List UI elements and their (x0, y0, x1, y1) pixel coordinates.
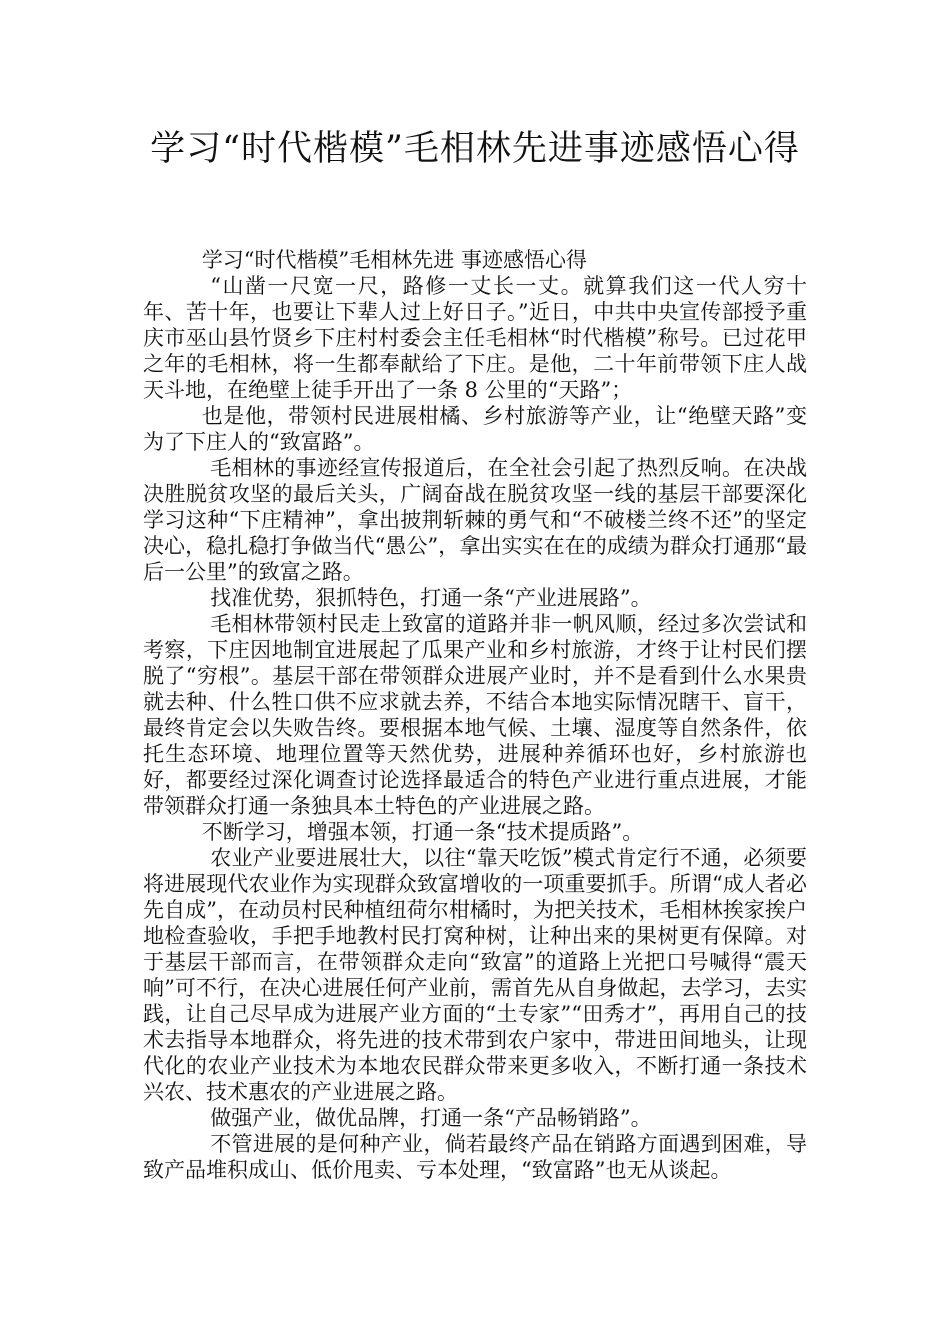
section-heading: 不断学习，增强本领，打通一条“技术提质路”。 (201, 820, 644, 844)
paragraph: “山凿一尺宽一尺，路修一丈长一丈。就算我们这一代人穷十年、苦十年，也要让下辈人过上好日子。”近日，中共中央宣传部授予重庆市巫山县竹贤乡下庄村村委会主任毛相林“时代楷模”称号。已过花甲之年的毛相林，将一生都奉献给了下庄。是他，二十年前带领下庄人战天斗地，在绝壁上徒手开出了一条 8 公里的“天路”； (143, 274, 807, 402)
paragraph: 毛相林的事迹经宣传报道后，在全社会引起了热烈反响。在决战决胜脱贫攻坚的最后关头，广阔奋战在脱贫攻坚一线的基层干部要深化学习这种“下庄精神”，拿出披荆斩棘的勇气和“不破楼兰终不还”的坚定决心，稳扎稳打争做当代“愚公”，拿出实实在在的成绩为群众打通那“最后一公里”的致富之路。 (143, 456, 807, 584)
section-heading: 做强产业，做优品牌，打通一条“产品畅销路”。 (210, 1106, 652, 1130)
document-body (143, 247, 807, 1183)
paragraph: 毛相林带领村民走上致富的道路并非一帆风顺，经过多次尝试和考察，下庄因地制宜进展起了瓜果产业和乡村旅游，才终于让村民们摆脱了“穷根”。基层干部在带领群众进展产业时，并不是看到什么水果贵就去种、什么牲口供不应求就去养，不结合本地实际情况瞎干、盲干，最终肯定会以失败告终。要根据本地气候、土壤、湿度等自然条件，依托生态环境、地理位置等天然优势，进展种养循环也好，乡村旅游也好，都要经过深化调查讨论选择最适合的特色产业进行重点进展，才能带领群众打通一条独具本土特色的产业进展之路。 (143, 612, 807, 818)
paragraph-subtitle: 学习“时代楷模”毛相林先进 事迹感悟心得 (201, 248, 587, 272)
paragraph: 农业产业要进展壮大，以往“靠天吃饭”模式肯定行不通，必须要将进展现代农业作为实现群众致富增收的一项重要抓手。所谓“成人者必先自成”，在动员村民种植纽荷尔柑橘时，为把关技术，毛相林挨家挨户地检查验收，手把手地教村民打窝种树，让种出来的果树更有保障。对于基层干部而言，在带领群众走向“致富”的道路上光把口号喊得“震天响”可不行，在决心进展任何产业前，需首先从自身做起，去学习，去实践，让自己尽早成为进展产业方面的“土专家”“田秀才”，再用自己的技术去指导本地群众，将先进的技术带到农户家中，带进田间地头，让现代化的农业产业技术为本地农民群众带来更多收入，不断打通一条技术兴农、技术惠农的产业进展之路。 (143, 846, 807, 1104)
document-title: 学习“时代楷模”毛相林先进事迹感悟心得 (150, 129, 800, 169)
section-heading: 找准优势，狠抓特色，打通一条“产业进展路”。 (210, 586, 652, 610)
paragraph: 也是他，带领村民进展柑橘、乡村旅游等产业，让“绝壁天路”变为了下庄人的“致富路”。 (143, 404, 807, 454)
paragraph: 不管进展的是何种产业，倘若最终产品在销路方面遇到困难，导致产品堆积成山、低价甩卖、亏本处理，“致富路”也无从谈起。 (143, 1132, 807, 1182)
